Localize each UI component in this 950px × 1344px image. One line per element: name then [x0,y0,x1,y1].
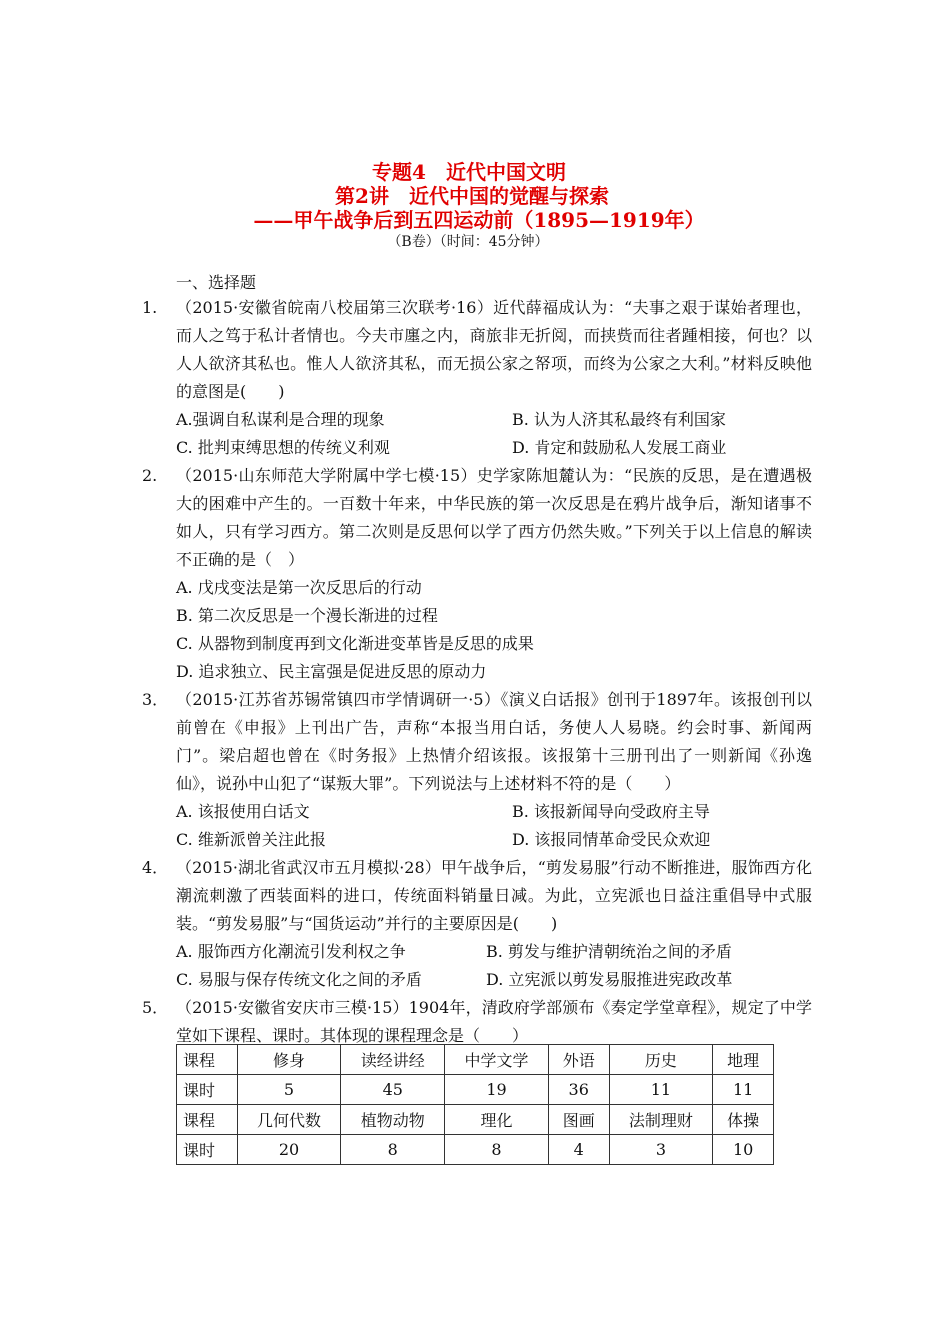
table-cell: 图画 [548,1105,609,1135]
table-cell: 8 [445,1135,549,1165]
question-number: 3． [142,690,169,709]
table-cell: 5 [237,1075,341,1105]
option-c: C. 维新派曾关注此报 [176,830,326,849]
table-row [177,1075,774,1105]
option-a: A. 该报使用白话文 [176,802,310,821]
question-3 [142,686,812,854]
table-cell: 19 [445,1075,549,1105]
question-number: 2. [142,466,158,485]
table-cell: 课时 [177,1135,238,1165]
option-b: B. 剪发与维护清朝统治之间的矛盾 [486,942,732,961]
section-heading: 一、选择题 [176,273,257,292]
table-cell: 理化 [445,1105,549,1135]
question-stem: （2015·湖北省武汉市五月模拟·28）甲午战争后，“剪发易服”行动不断推进，服饰西方化潮流刺激了西装面料的进口，传统面料销量日减。为此，立宪派也日益注重倡导中式服装。“剪发易服”与“国货运动”并行的主要原因是( ) [176,858,812,933]
table-cell: 外语 [548,1045,609,1075]
option-b: B. 认为人济其私最终有利国家 [512,410,726,429]
option-d: D. 肯定和鼓励私人发展工商业 [512,438,727,457]
question-stem: （2015·江苏省苏锡常镇四市学情调研一·5）《演义白话报》创刊于1897年。该报创刊以前曾在《申报》上刊出广告，声称“本报当用白话，务使人人易晓。约会时事、新闻两门”。梁启超也曾在《时务报》上热情介绍该报。该报第十三册刊出了一则新闻《孙逸仙》，说孙中山犯了“谋叛大罪”。下列说法与上述材料不符的是（ ） [176,690,812,793]
option-c: C. 批判束缚思想的传统义利观 [176,438,390,457]
title-block [0,160,950,252]
table-cell: 45 [341,1075,445,1105]
question-list [142,294,812,1050]
table-row [177,1045,774,1075]
table-cell: 法制理财 [609,1105,713,1135]
option-list [176,798,812,854]
question-stem: （2015·安徽省皖南八校届第三次联考·16）近代薛福成认为：“夫事之艰于谋始者理也，而人之笃于私计者情也。今夫市廛之内，商旅非无折阅，而挟赀而往者踵相接，何也？以人人欲济其私也。惟人人欲济其私，而无损公家之帑项，而终为公家之大利。”材料反映他的意图是( ) [176,298,812,401]
question-number: 4． [142,858,169,877]
table-cell: 3 [609,1135,713,1165]
table-cell: 36 [548,1075,609,1105]
question-1 [142,294,812,462]
option-b: B. 该报新闻导向受政府主导 [512,802,710,821]
table-cell: 课程 [177,1045,238,1075]
topic-title: 专题4 近代中国文明 [372,160,566,184]
table-cell: 11 [609,1075,713,1105]
table-cell: 几何代数 [237,1105,341,1135]
table-cell: 11 [713,1075,774,1105]
period-title: ——甲午战争后到五四运动前（1895—1919年） [253,208,705,232]
table-row [177,1105,774,1135]
table-cell: 20 [237,1135,341,1165]
curriculum-table [176,1044,774,1165]
lecture-title: 第2讲 近代中国的觉醒与探索 [335,184,609,208]
option-d: D. 立宪派以剪发易服推进宪政改革 [486,970,733,989]
question-stem: （2015·安徽省安庆市三模·15）1904年，清政府学部颁布《奏定学堂章程》，规定了中学堂如下课程、课时。其体现的课程理念是（ ） [176,998,812,1045]
table-row [177,1135,774,1165]
table-cell: 读经讲经 [341,1045,445,1075]
table-cell: 10 [713,1135,774,1165]
question-stem: （2015·山东师范大学附属中学七模·15）史学家陈旭麓认为：“民族的反思，是在遭遇极大的困难中产生的。一百数十年来，中华民族的第一次反思是在鸦片战争后，渐知诸事不如人，只有学习西方。第二次则是反思何以学了西方仍然失败。”下列关于以上信息的解读不正确的是（ ） [176,466,812,569]
table-cell: 4 [548,1135,609,1165]
option-a: A. 戊戌变法是第一次反思后的行动 [176,578,422,597]
question-number: 1. [142,298,158,317]
option-a: A.强调自私谋利是合理的现象 [176,410,385,429]
table-cell: 8 [341,1135,445,1165]
option-c: C. 易服与保存传统文化之间的矛盾 [176,970,422,989]
question-2 [142,462,812,686]
table-cell: 地理 [713,1045,774,1075]
table-cell: 体操 [713,1105,774,1135]
option-d: D. 该报同情革命受民众欢迎 [512,830,711,849]
option-d: D. 追求独立、民主富强是促进反思的原动力 [176,662,487,681]
question-5 [142,994,812,1050]
option-b: B. 第二次反思是一个漫长渐进的过程 [176,606,438,625]
table-cell: 中学文学 [445,1045,549,1075]
table-cell: 植物动物 [341,1105,445,1135]
question-4 [142,854,812,994]
table-cell: 修身 [237,1045,341,1075]
option-list [176,938,812,994]
question-number: 5． [142,998,169,1017]
option-a: A. 服饰西方化潮流引发利权之争 [176,942,406,961]
table-cell: 课时 [177,1075,238,1105]
exam-subtitle: （B卷）（时间：45分钟） [387,234,549,250]
option-c: C. 从器物到制度再到文化渐进变革皆是反思的成果 [176,634,534,653]
option-list [176,574,812,686]
option-list [176,406,812,462]
table-cell: 课程 [177,1105,238,1135]
table-cell: 历史 [609,1045,713,1075]
